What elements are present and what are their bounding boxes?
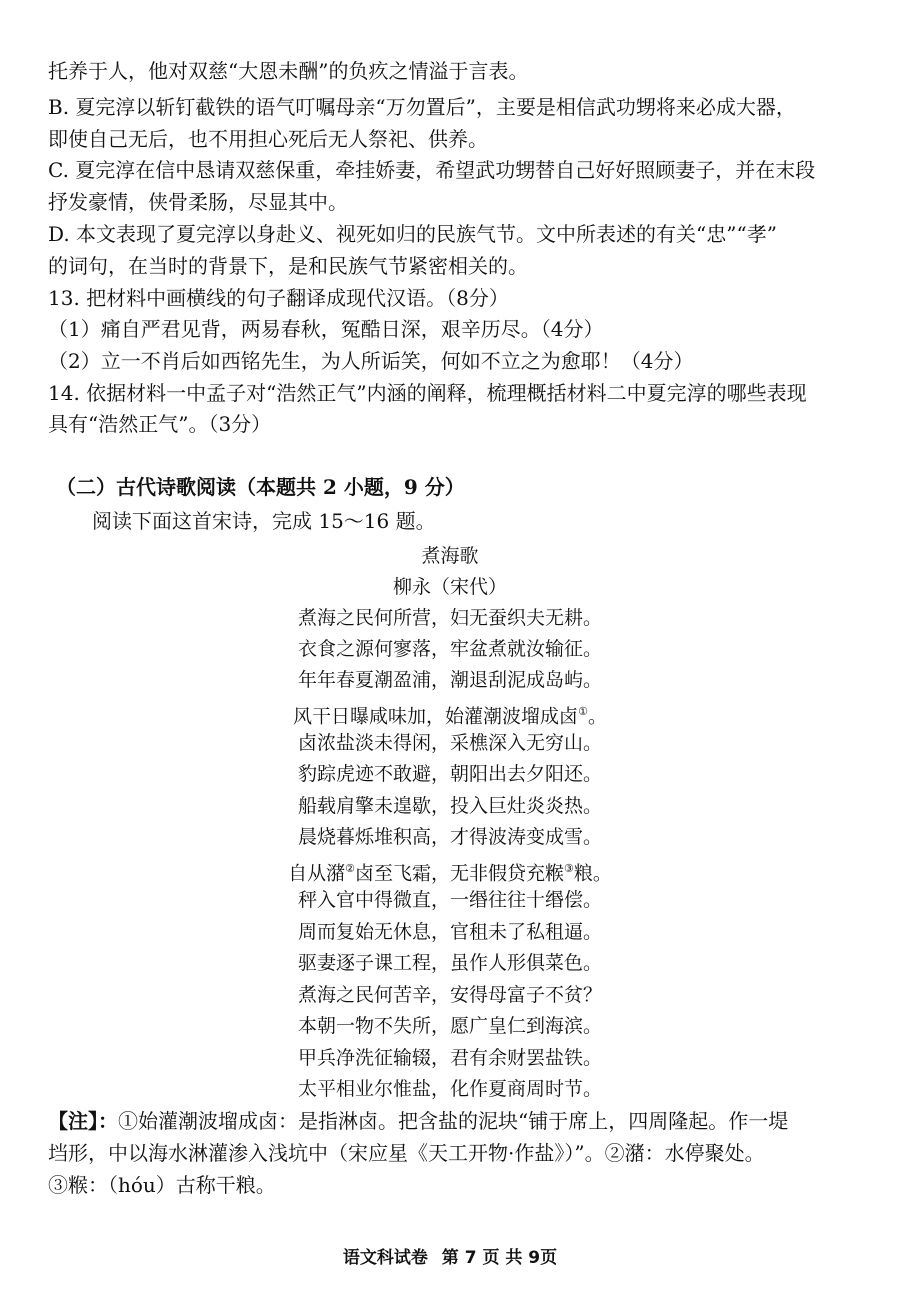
poem-title: 煮海歌 (421, 545, 479, 567)
poem-line: 豹踪虎迹不敢避，朝阳出去夕阳还。 (297, 763, 602, 785)
notes-line3: ③糇：（hóu）古称干粮。 (48, 1173, 276, 1197)
poem-line: 煮海之民何苦辛，安得母富子不贫？ (297, 984, 602, 1006)
q12-option-d-line1: D. 本文表现了夏完淳以身赴义、视死如归的民族气节。文中所表述的有关“忠”“孝” (48, 222, 777, 246)
q12-option-b-line1: B. 夏完淳以斩钉截铁的语气叮嘱母亲“万勿置后”，主要是相信武功甥将来必成大器， (48, 95, 796, 119)
q12-option-d-line2: 的词句，在当时的背景下，是和民族气节紧密相关的。 (48, 254, 528, 278)
poem-line: 卤浓盐淡未得闲，采樵深入无穷山。 (297, 732, 602, 754)
notes-text: ①始灌潮波塯成卤：是指淋卤。把含盐的泥块“铺于席上，四周隆起。作一堤 (118, 1109, 789, 1133)
q12-option-a-tail: 托养于人，他对双慈“大恩未酬”的负疚之情溢于言表。 (48, 59, 529, 83)
footer-subject: 语文科试卷 (342, 1248, 428, 1268)
question-13: 13. 把材料中画横线的句子翻译成现代汉语。（8分） (48, 286, 509, 310)
footer-page-number: 第 7 页 共 9页 (441, 1248, 558, 1268)
question-14-line1: 14. 依据材料一中孟子对“浩然正气”内涵的阐释，梳理概括材料二中夏完淳的哪些表现 (48, 381, 807, 405)
poem-line: 驱妻逐子课工程，虽作人形俱菜色。 (297, 952, 602, 974)
footnote-marker: ③ (564, 862, 574, 875)
footnote-marker: ① (578, 705, 588, 718)
poem-line-text: 自从潴 (288, 862, 346, 885)
poem-line: 周而复始无休息，官租未了私租逼。 (297, 921, 602, 943)
section-heading: （二）古代诗歌阅读（本题共 2 小题，9 分） (56, 475, 465, 499)
notes-label: 【注】： (48, 1109, 118, 1133)
notes-line2: 垱形，中以海水淋灌渗入浅坑中（宋应星《天工开物·作盐》）”。②潴：水停聚处。 (48, 1141, 765, 1165)
poem-line: 年年春夏潮盈浦，潮退刮泥成岛屿。 (297, 669, 602, 691)
question-13-part2: （2）立一不肖后如西铭先生，为人所诟笑，何如不立之为愈耶！（4分） (48, 349, 694, 373)
poem-line: 晨烧暮烁堆积高，才得波涛变成雪。 (297, 826, 602, 848)
poem-line (0, 856, 900, 886)
poem-line: 本朝一物不失所，愿广皇仁到海滨。 (297, 1015, 602, 1037)
poem-line: 秤入官中得微直，一缗往往十缗偿。 (297, 889, 602, 911)
poem-line: 风干日曝咸味加，始灌潮波塯成卤①。 (293, 705, 607, 728)
q12-option-c-line2: 抒发豪情，侠骨柔肠，尽显其中。 (48, 190, 348, 214)
poem-line: 船载肩擎未遑歇，投入巨灶炎炎热。 (297, 795, 602, 817)
poem-line: 衣食之源何寥落，牢盆煮就汝输征。 (297, 638, 602, 660)
poem-line: 煮海之民何所营，妇无蚕织夫无耕。 (297, 607, 602, 629)
question-14-line2: 具有“浩然正气”。（3分） (48, 412, 272, 436)
poem-author: 柳永（宋代） (392, 576, 507, 598)
question-13-part1: （1）痛自严君见背，两易春秋，冤酷日深，艰辛历尽。（4分） (48, 317, 604, 341)
poem-line-text: 卤至飞霜，无非假贷充糇 (354, 862, 564, 885)
q12-option-c-line1: C. 夏完淳在信中恳请双慈保重，牵挂娇妻，希望武功甥替自己好好照顾妻子，并在末段 (48, 158, 816, 182)
footnote-marker: ② (345, 862, 355, 875)
notes-line1 (48, 1108, 788, 1134)
q12-option-b-line2: 即使自己无后，也不用担心死后无人祭祀、供养。 (48, 127, 488, 151)
poem-line: 甲兵净洗征输辍，君有余财罢盐铁。 (297, 1047, 602, 1069)
poem-line-text: 粮。 (573, 862, 612, 885)
page-footer (0, 1243, 900, 1268)
poem-line-text: 风干日曝咸味加，始灌潮波塯成卤 (293, 705, 579, 728)
section-instruction: 阅读下面这首宋诗，完成 15～16 题。 (92, 509, 436, 533)
poem-line: 太平相业尔惟盐，化作夏商周时节。 (297, 1078, 602, 1100)
